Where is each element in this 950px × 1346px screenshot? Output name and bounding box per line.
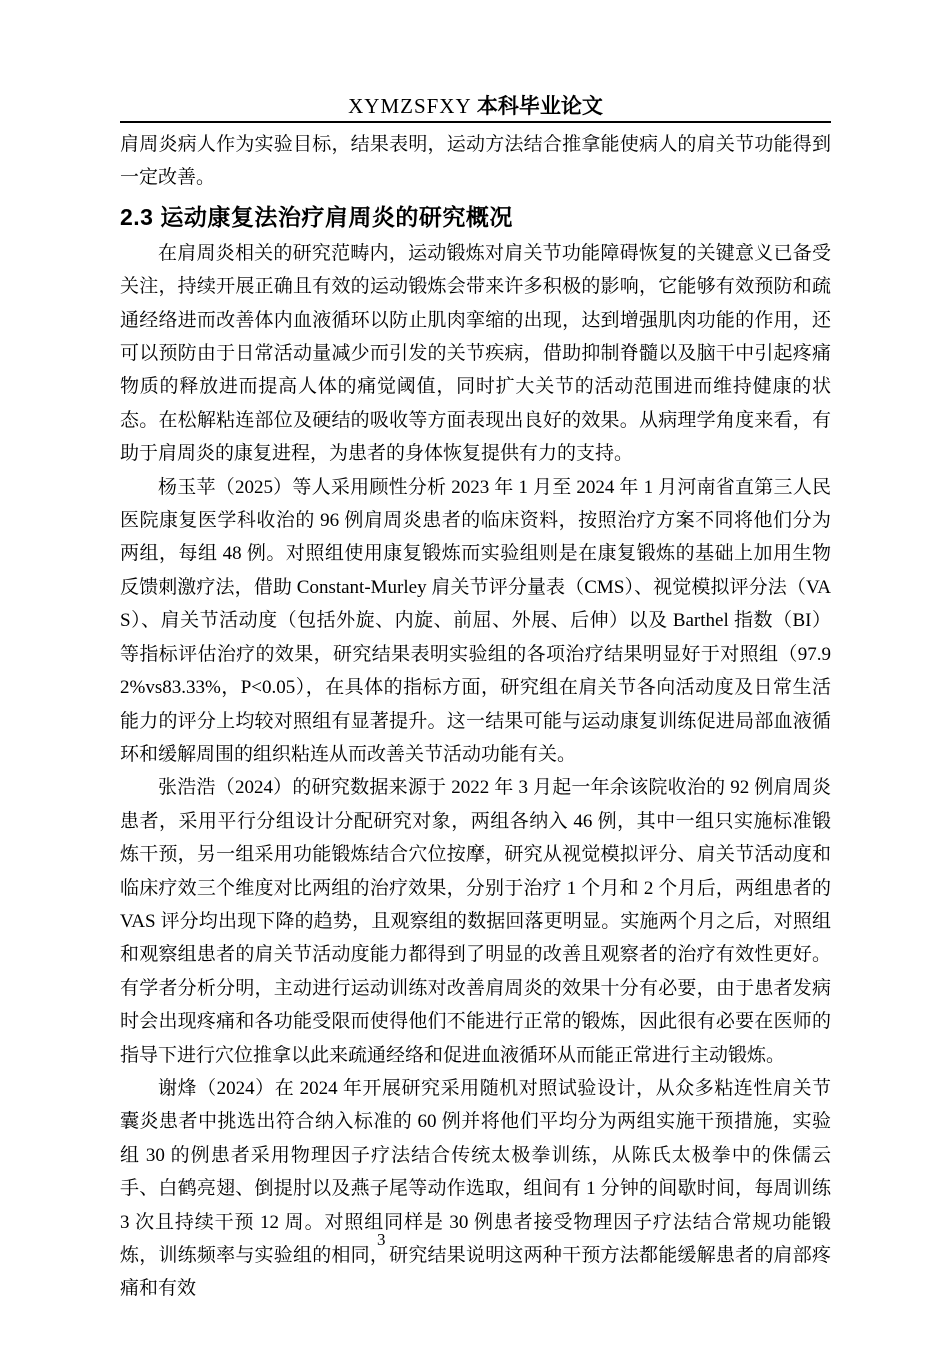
paragraph-study-yang: 杨玉苹（2025）等人采用顾性分析 2023 年 1 月至 2024 年 1 月河南省直第三人民医院康复医学科收治的 96 例肩周炎患者的临床资料，按照治疗方案不同将他们分为两组，每组 48 例。对照组使用康复锻炼而实验组则是在康复锻炼的基础上加用生物反馈刺激疗法，借助 Constant-Murley 肩关节评分量表（CMS）、视觉模拟评分法（VAS）、肩关节活动度（包括外旋、内旋、前屈、外展、后伸）以及 Barthel 指数（BI）等指标评估治疗的效果，研究结果表明实验组的各项治疗结果明显好于对照组（97.92%vs83.33%，P<0.05），在具体的指标方面，研究组在肩关节各向活动度及日常生活能力的评分上均较对照组有显著提升。这一结果可能与运动康复训练促进局部血液循环和缓解周围的组织粘连从而改善关节活动功能有关。: [120, 476, 831, 765]
page-header: [120, 93, 831, 123]
header-title-latin: XYMZSFXY: [348, 94, 472, 118]
paragraph-study-zhang: 张浩浩（2024）的研究数据来源于 2022 年 3 月起一年余该院收治的 92 例肩周炎患者，采用平行分组设计分配研究对象，两组各纳入 46 例，其中一组只实施标准锻炼干预，另一组采用功能锻炼结合穴位按摩，研究从视觉模拟评分、肩关节活动度和临床疗效三个维度对比两组的治疗效果，分别于治疗 1 个月和 2 个月后，两组患者的 VAS 评分均出现下降的趋势，且观察组的数据回落更明显。实施两个月之后，对照组和观察组患者的肩关节活动度能力都得到了明显的改善且观察者的治疗有效性更好。有学者分析分明，主动进行运动训练对改善肩周炎的效果十分有必要，由于患者发病时会出现疼痛和各功能受限而使得他们不能进行正常的锻炼，因此很有必要在医师的指导下进行穴位推拿以此来疏通经络和促进血液循环从而能正常进行主动锻炼。: [120, 777, 831, 1066]
paragraph-intro-continuation: 肩周炎病人作为实验目标，结果表明，运动方法结合推拿能使病人的肩关节功能得到一定改善。: [120, 134, 831, 189]
section-heading: 2.3 运动康复法治疗肩周炎的研究概况: [120, 203, 513, 230]
paragraph-study-xie: 谢烽（2024）在 2024 年开展研究采用随机对照试验设计，从众多粘连性肩关节囊炎患者中挑选出符合纳入标准的 60 例并将他们平均分为两组实施干预措施，实验组 30 的例患者采用物理因子疗法结合传统太极拳训练，从陈氏太极拳中的侏儒云手、白鹤亮翅、倒提肘以及燕子尾等动作选取，组间有 1 分钟的间歇时间，每周训练 3 次且持续干预 12 周。对照组同样是 30 例患者接受物理因子疗法结合常规功能锻炼，训练频率与实验组的相同，研究结果说明这两种干预方法都能缓解患者的肩部疼痛和有效: [120, 1077, 831, 1300]
page-number: 3: [377, 1230, 386, 1249]
text-column: [120, 128, 831, 1306]
paragraph-exercise-overview: 在肩周炎相关的研究范畴内，运动锻炼对肩关节功能障碍恢复的关键意义已备受关注，持续开展正确且有效的运动锻炼会带来许多积极的影响，它能够有效预防和疏通经络进而改善体内血液循环以防止肌肉挛缩的出现，达到增强肌肉功能的作用，还可以预防由于日常活动量减少而引发的关节疾病，借助抑制脊髓以及脑干中引起疼痛物质的释放进而提高人体的痛觉阈值，同时扩大关节的活动范围进而维持健康的状态。在松解粘连部位及硬结的吸收等方面表现出良好的效果。从病理学角度来看，有助于肩周炎的康复进程，为患者的身体恢复提供有力的支持。: [120, 242, 831, 465]
header-title-chinese: 本科毕业论文: [476, 94, 603, 118]
